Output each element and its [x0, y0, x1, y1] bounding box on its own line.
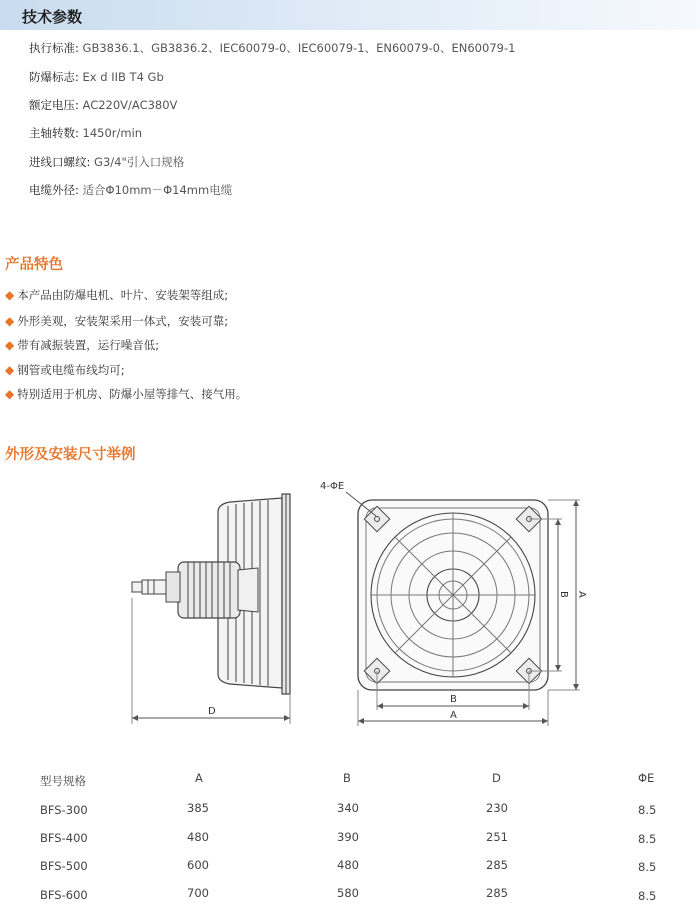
spec-value: AC220V/AC380V: [82, 98, 178, 112]
table-cell-a: 385: [187, 801, 209, 815]
dimensions-title: 外形及安装尺寸举例: [5, 447, 136, 463]
spec-label: 额定电压:: [29, 98, 79, 112]
dim-label-b-horizontal: B: [450, 694, 457, 705]
table-cell-a: 700: [187, 886, 209, 900]
spec-value: 适合Φ10mm－Φ14mm电缆: [82, 183, 233, 197]
diamond-bullet-icon: ◆: [5, 288, 15, 302]
table-header-e: ΦE: [638, 771, 655, 785]
table-header-model: 型号规格: [40, 774, 86, 788]
dim-label-a-vertical: A: [576, 591, 587, 598]
table-cell-model: BFS-600: [40, 888, 88, 902]
spec-label: 主轴转数:: [29, 126, 79, 140]
table-cell-b: 480: [337, 858, 359, 872]
feature-text: 带有减振装置，运行噪音低;: [17, 338, 160, 352]
table-cell-d: 285: [486, 858, 508, 872]
spec-value: GB3836.1、GB3836.2、IEC60079-0、IEC60079-1、EN60079-0、EN60079-1: [82, 41, 516, 55]
table-cell-model: BFS-400: [40, 831, 88, 845]
fan-side-view: [132, 494, 290, 724]
dim-label-b-vertical: B: [558, 591, 569, 598]
table-cell-a: 480: [187, 830, 209, 844]
diamond-bullet-icon: ◆: [5, 363, 15, 377]
table-header-a: A: [195, 771, 203, 785]
spec-standards: [29, 40, 515, 56]
fan-dimension-drawing: [110, 470, 590, 730]
diamond-bullet-icon: ◆: [5, 314, 15, 328]
spec-cable: [29, 182, 232, 198]
spec-value: Ex d IIB T4 Gb: [82, 70, 164, 84]
table-cell-b: 580: [337, 886, 359, 900]
spec-speed: [29, 125, 142, 141]
feature-text: 外形美观，安装架采用一体式，安装可靠;: [17, 314, 229, 328]
feature-item: [5, 362, 125, 378]
section-header-bar: [0, 0, 700, 30]
table-cell-e: 8.5: [638, 889, 657, 903]
spec-label: 防爆标志:: [29, 70, 79, 84]
tech-params-title: 技术参数: [22, 8, 83, 26]
spec-label: 进线口螺纹:: [29, 155, 91, 169]
spec-thread: [29, 154, 184, 170]
feature-item: [5, 337, 159, 353]
spec-label: 电缆外径:: [29, 183, 79, 197]
diamond-bullet-icon: ◆: [5, 387, 15, 401]
feature-item: [5, 386, 247, 402]
table-cell-d: 285: [486, 886, 508, 900]
table-cell-e: 8.5: [638, 803, 657, 817]
spec-label: 执行标准:: [29, 41, 79, 55]
feature-text: 特别适用于机房、防爆小屋等排气、接气用。: [17, 387, 248, 401]
dim-label-hole: 4-ΦE: [320, 481, 345, 492]
spec-value: G3/4"引入口规格: [94, 155, 185, 169]
table-cell-d: 251: [486, 830, 508, 844]
table-header-b: B: [343, 771, 351, 785]
table-cell-d: 230: [486, 801, 508, 815]
table-cell-model: BFS-300: [40, 803, 88, 817]
features-title: 产品特色: [5, 257, 63, 273]
table-cell-b: 340: [337, 801, 359, 815]
diamond-bullet-icon: ◆: [5, 338, 15, 352]
table-cell-e: 8.5: [638, 860, 657, 874]
feature-item: [5, 313, 228, 329]
table-cell-a: 600: [187, 858, 209, 872]
dim-label-d: D: [208, 706, 216, 717]
table-cell-e: 8.5: [638, 832, 657, 846]
dim-label-a-horizontal: A: [450, 710, 457, 721]
spec-value: 1450r/min: [82, 126, 143, 140]
fan-front-view: [346, 492, 580, 726]
table-cell-model: BFS-500: [40, 859, 88, 873]
feature-text: 钢管或电缆布线均可;: [17, 363, 125, 377]
feature-text: 本产品由防爆电机、叶片、安装架等组成;: [17, 288, 229, 302]
table-cell-b: 390: [337, 830, 359, 844]
table-header-d: D: [492, 771, 501, 785]
spec-explosion-mark: [29, 69, 164, 85]
feature-item: [5, 287, 228, 303]
spec-voltage: [29, 97, 177, 113]
